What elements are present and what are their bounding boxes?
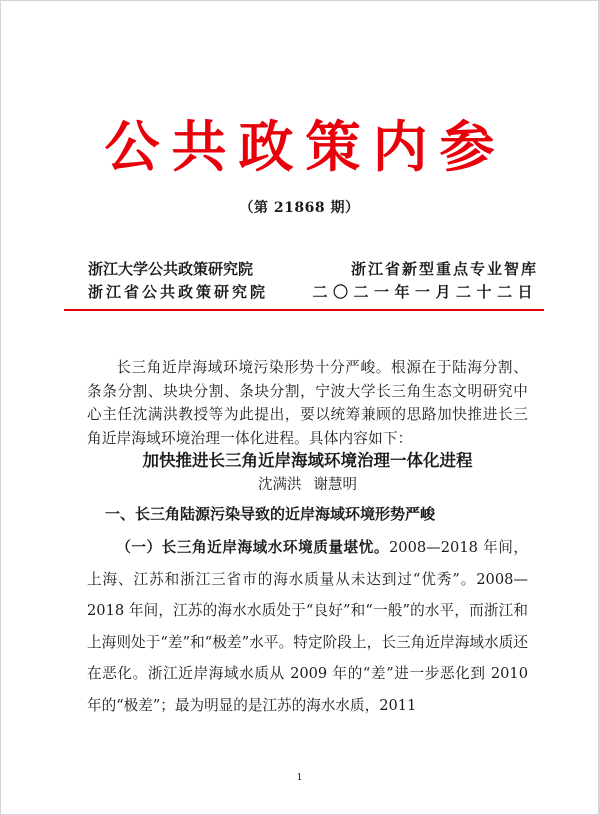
article-title: 加快推进长三角近岸海域环境治理一体化进程	[142, 451, 473, 470]
masthead-title: 公共政策内参	[104, 115, 507, 179]
issue-number: （第 21868 期）	[239, 200, 360, 216]
institute-name: 浙江省公共政策研究院	[88, 283, 269, 301]
article-authors	[87, 474, 528, 496]
subsection-heading: （一）长三角近岸海域水环境质量堪忧。	[116, 539, 390, 556]
document-body	[87, 356, 528, 721]
think-tank-label: 浙江省新型重点专业智库	[350, 260, 538, 278]
section-heading: 一、长三角陆源污染导致的近岸海域环境形势严峻	[105, 505, 436, 523]
body-paragraph	[87, 532, 528, 721]
publisher-name: 浙江大学公共政策研究院	[88, 260, 254, 278]
body-text: 2008—2018 年间，上海、江苏和浙江三省市的海水质量从未达到过“优秀”。2008—2018 年间，江苏的海水水质处于“良好”和“一般”的水平，而浙江和上海则处于“差”和“极差”水平。特定阶段上，长三角近岸海域水质还在恶化。浙江近岸海域水质从 2009 年的“差”进一步恶化到 2010 年的“极差”；最为明显的是江苏的海水水质，2011	[87, 539, 528, 714]
page-number: 1	[296, 773, 303, 783]
masthead-meta-row-1	[88, 259, 538, 279]
publication-date: 二〇二一年一月二十二日	[312, 283, 538, 301]
masthead-meta-row-2	[88, 282, 538, 302]
author-name: 沈满洪	[258, 477, 302, 493]
intro-paragraph: 长三角近岸海域环境污染形势十分严峻。根源在于陆海分割、条条分割、块块分割、条块分割，宁波大学长三角生态文明研究中心主任沈满洪教授等为此提出，要以统筹兼顾的思路加快推进长三角近岸海域环境治理一体化进程。具体内容如下：	[87, 359, 528, 447]
author-name: 谢慧明	[313, 477, 357, 493]
masthead-divider	[64, 309, 544, 311]
